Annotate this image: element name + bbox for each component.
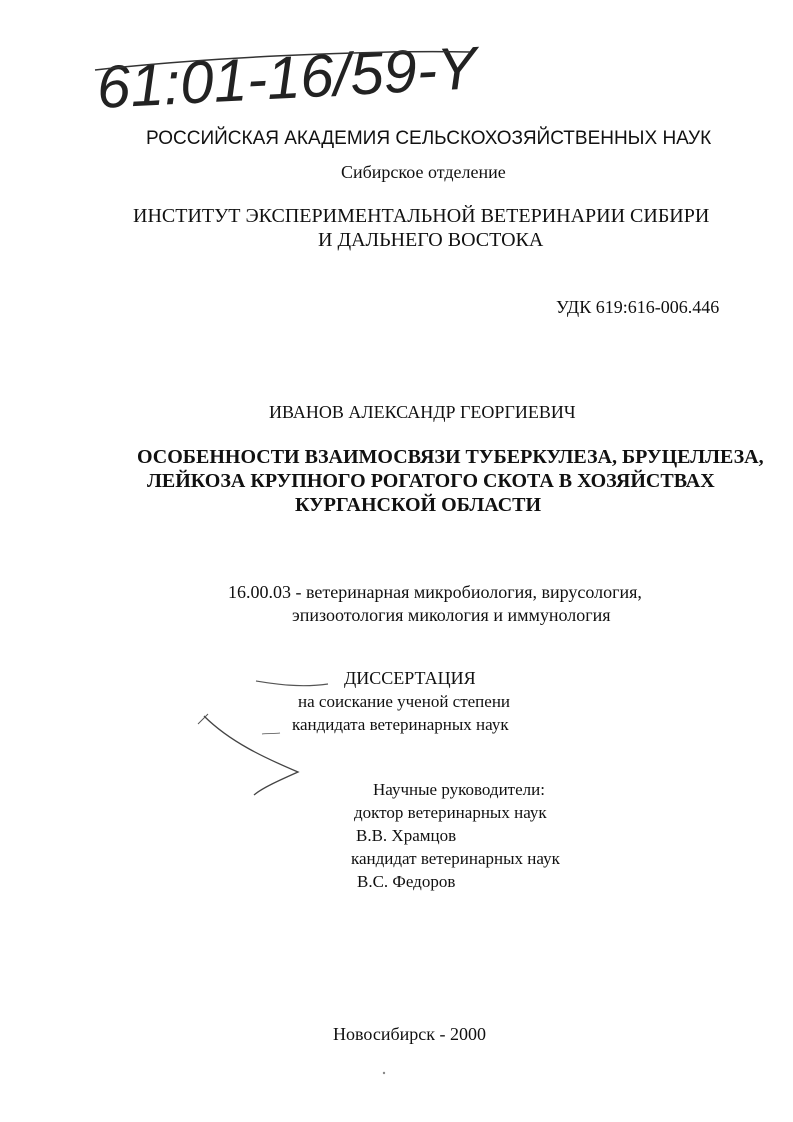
branch-name: Сибирское отделение [341, 162, 506, 182]
handwritten-code-mark [0, 0, 793, 140]
institute-line-1: ИНСТИТУТ ЭКСПЕРИМЕНТАЛЬНОЙ ВЕТЕРИНАРИИ СИБИРИ [133, 205, 710, 227]
scribble-stroke-top [256, 681, 328, 686]
title-line-1: ОСОБЕННОСТИ ВЗАИМОСВЯЗИ ТУБЕРКУЛЕЗА, БРУЦЕЛЛЕЗА, [137, 446, 764, 468]
supervisors-heading: Научные руководители: [373, 780, 545, 799]
academy-name: РОССИЙСКАЯ АКАДЕМИЯ СЕЛЬСКОХОЗЯЙСТВЕННЫХ НАУК [146, 128, 712, 149]
author-name: ИВАНОВ АЛЕКСАНДР ГЕОРГИЕВИЧ [269, 402, 576, 422]
speck [383, 1072, 385, 1074]
supervisor-1-degree: доктор ветеринарных наук [354, 803, 547, 822]
place-year: Новосибирск - 2000 [333, 1024, 486, 1044]
dissertation-line-1: на соискание ученой степени [298, 692, 511, 711]
title-line-2: ЛЕЙКОЗА КРУПНОГО РОГАТОГО СКОТА В ХОЗЯЙСТВАХ [147, 470, 715, 492]
udc-code: УДК 619:616-006.446 [556, 297, 720, 317]
scribble-stroke-arrow [204, 716, 298, 795]
supervisor-2-degree: кандидат ветеринарных наук [351, 849, 560, 868]
dissertation-heading: ДИССЕРТАЦИЯ [344, 668, 476, 688]
supervisor-1-name: В.В. Храмцов [356, 826, 457, 845]
handwritten-code: 61:01-16/59-Y [95, 34, 479, 121]
supervisor-2-name: В.С. Федоров [357, 872, 456, 891]
scribble-stroke-tick [198, 714, 208, 724]
specialty-line-2: эпизоотология микология и иммунология [292, 605, 611, 625]
scribble-stroke-dash [262, 733, 280, 734]
specialty-line-1: 16.00.03 - ветеринарная микробиология, вирусология, [228, 582, 642, 602]
institute-line-2: И ДАЛЬНЕГО ВОСТОКА [318, 229, 544, 251]
dissertation-line-2: кандидата ветеринарных наук [292, 715, 509, 734]
title-line-3: КУРГАНСКОЙ ОБЛАСТИ [295, 494, 542, 516]
